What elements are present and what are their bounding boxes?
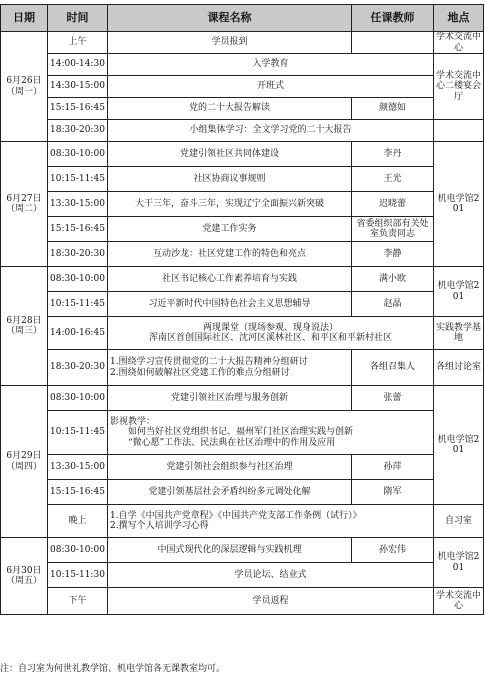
course-cell	[108, 350, 352, 386]
time-cell: 上午	[48, 32, 108, 54]
time-cell: 下午	[48, 588, 108, 615]
location-cell: 各组讨论室	[434, 350, 484, 386]
header-teacher: 任课教师	[352, 5, 434, 32]
table-row	[1, 54, 484, 76]
location-cell: 机电学馆201	[434, 267, 484, 317]
location-cell: 学术交流中心二楼宴会厅	[434, 54, 484, 120]
time-cell: 10:15-11:45	[48, 292, 108, 317]
table-row	[1, 317, 484, 350]
time-cell: 15:15-16:45	[48, 480, 108, 505]
table-row	[1, 167, 484, 192]
table-row	[1, 242, 484, 267]
location-cell: 学术交流中心	[434, 32, 484, 54]
teacher-cell: 孙宏伟	[352, 538, 434, 563]
table-row	[1, 588, 484, 615]
location-cell: 学术交流中心	[434, 588, 484, 615]
course-cell: 开班式	[108, 76, 434, 98]
teacher-cell: 颜德如	[352, 98, 434, 120]
date-cell: 6月30日 （周五）	[1, 538, 48, 615]
time-cell: 08:30-10:00	[48, 267, 108, 292]
table-row	[1, 292, 484, 317]
time-cell: 14:30-15:00	[48, 76, 108, 98]
course-line: 1.围绕学习宣传贯彻党的二十大报告精神分组研讨	[110, 357, 308, 368]
teacher-cell	[352, 32, 434, 54]
course-cell: 党建引领基层社会矛盾纠纷多元调处化解	[108, 480, 352, 505]
course-cell	[108, 411, 434, 455]
time-cell: 08:30-10:00	[48, 386, 108, 411]
course-cell: 中国式现代化的深层逻辑与实践机理	[108, 538, 352, 563]
time-cell: 15:15-16:45	[48, 98, 108, 120]
course-line: 1.自学《中国共产党章程》《中国共产党支部工作条例（试行）》	[110, 510, 362, 521]
time-cell: 14:00-14:30	[48, 54, 108, 76]
date-cell: 6月26日 （周一）	[1, 32, 48, 142]
header-time: 时间	[48, 5, 108, 32]
time-cell: 10:15-11:30	[48, 563, 108, 588]
date-cell: 6月29日 （周四）	[1, 386, 48, 538]
course-cell: 小组集体学习：全文学习党的二十大报告	[108, 120, 434, 142]
schedule-table	[0, 4, 484, 615]
table-row	[1, 350, 484, 386]
teacher-cell: 李丹	[352, 142, 434, 167]
course-cell	[108, 317, 434, 350]
time-cell: 08:30-10:00	[48, 538, 108, 563]
course-cell	[108, 505, 434, 538]
location-cell	[434, 120, 484, 142]
table-row	[1, 32, 484, 54]
course-cell: 学员论坛、结业式	[108, 563, 434, 588]
time-cell: 晚上	[48, 505, 108, 538]
table-row	[1, 538, 484, 563]
course-cell: 社区协商议事规则	[108, 167, 352, 192]
course-line: 两现课堂（现场参观、现身说法）	[202, 322, 338, 333]
date-cell: 6月28日 （周三）	[1, 267, 48, 386]
table-row	[1, 98, 484, 120]
table-row	[1, 267, 484, 292]
course-cell: 大干三年，奋斗三年，实现辽宁全面振兴新突破	[108, 192, 352, 217]
teacher-cell: 孙萍	[352, 455, 434, 480]
course-cell: 学员报到	[108, 32, 352, 54]
time-cell: 15:15-16:45	[48, 217, 108, 242]
teacher-cell: 张蕾	[352, 386, 434, 411]
table-row	[1, 411, 484, 455]
course-cell: 习近平新时代中国特色社会主义思想辅导	[108, 292, 352, 317]
time-cell: 18:30-20:30	[48, 120, 108, 142]
table-row	[1, 386, 484, 411]
time-cell: 08:30-10:00	[48, 142, 108, 167]
teacher-cell: 李静	[352, 242, 434, 267]
course-line: 影视教学：	[110, 416, 156, 427]
header-date: 日期	[1, 5, 48, 32]
location-cell: 自习室	[434, 505, 484, 538]
course-cell: 入学教育	[108, 54, 434, 76]
table-row	[1, 76, 484, 98]
course-line: 2.围绕如何破解社区党建工作的难点分组研讨	[110, 367, 290, 378]
course-cell: 党建引领社会组织参与社区治理	[108, 455, 352, 480]
course-cell: 学员返程	[108, 588, 434, 615]
teacher-cell: 赵晶	[352, 292, 434, 317]
teacher-cell: 各组召集人	[352, 350, 434, 386]
header-location: 地点	[434, 5, 484, 32]
footnote: 注：自习室为何世礼教学馆、机电学馆各无课教室均可。	[0, 664, 226, 674]
time-cell: 13:30-15:00	[48, 455, 108, 480]
course-cell: 党建引领社区治理与服务创新	[108, 386, 352, 411]
teacher-cell: 王光	[352, 167, 434, 192]
table-row	[1, 142, 484, 167]
table-row	[1, 480, 484, 505]
course-cell: 党建工作实务	[108, 217, 352, 242]
teacher-cell: 省委组织部有关处室负责同志	[352, 217, 434, 242]
time-cell: 18:30-20:30	[48, 242, 108, 267]
location-cell: 实践教学基地	[434, 317, 484, 350]
teacher-cell: 迟晓蕾	[352, 192, 434, 217]
course-line: 2.撰写个人培训学习心得	[110, 521, 209, 531]
location-cell: 机电学馆201	[434, 538, 484, 588]
time-cell: 14:00-16:45	[48, 317, 108, 350]
time-cell: 10:15-11:45	[48, 411, 108, 455]
table-row	[1, 192, 484, 217]
date-cell: 6月27日 （周二）	[1, 142, 48, 267]
time-cell: 18:30-20:30	[48, 350, 108, 386]
table-row	[1, 120, 484, 142]
course-cell: 社区书记核心工作素养培育与实践	[108, 267, 352, 292]
course-line: 浑南区首创国际社区、沈河区溪林社区、和平区和平新村社区	[148, 333, 392, 343]
location-cell: 机电学馆201	[434, 386, 484, 505]
header-row	[1, 5, 484, 32]
table-row	[1, 455, 484, 480]
course-line: “微心愿”工作法、民法典在社区治理中的作用及应用	[128, 437, 336, 448]
course-cell: 党的二十大报告解读	[108, 98, 352, 120]
table-row	[1, 505, 484, 538]
teacher-cell: 隋军	[352, 480, 434, 505]
table-row	[1, 217, 484, 242]
location-cell: 机电学馆201	[434, 142, 484, 267]
time-cell: 10:15-11:45	[48, 167, 108, 192]
time-cell: 13:30-15:00	[48, 192, 108, 217]
table-row	[1, 563, 484, 588]
course-cell: 党建引领社区共同体建设	[108, 142, 352, 167]
course-line: 如何当好社区党组织书记、福州军门社区治理实践与创新	[128, 427, 354, 438]
course-cell: 互动沙龙：社区党建工作的特色和亮点	[108, 242, 352, 267]
teacher-cell: 满小欧	[352, 267, 434, 292]
header-course: 课程名称	[108, 5, 352, 32]
